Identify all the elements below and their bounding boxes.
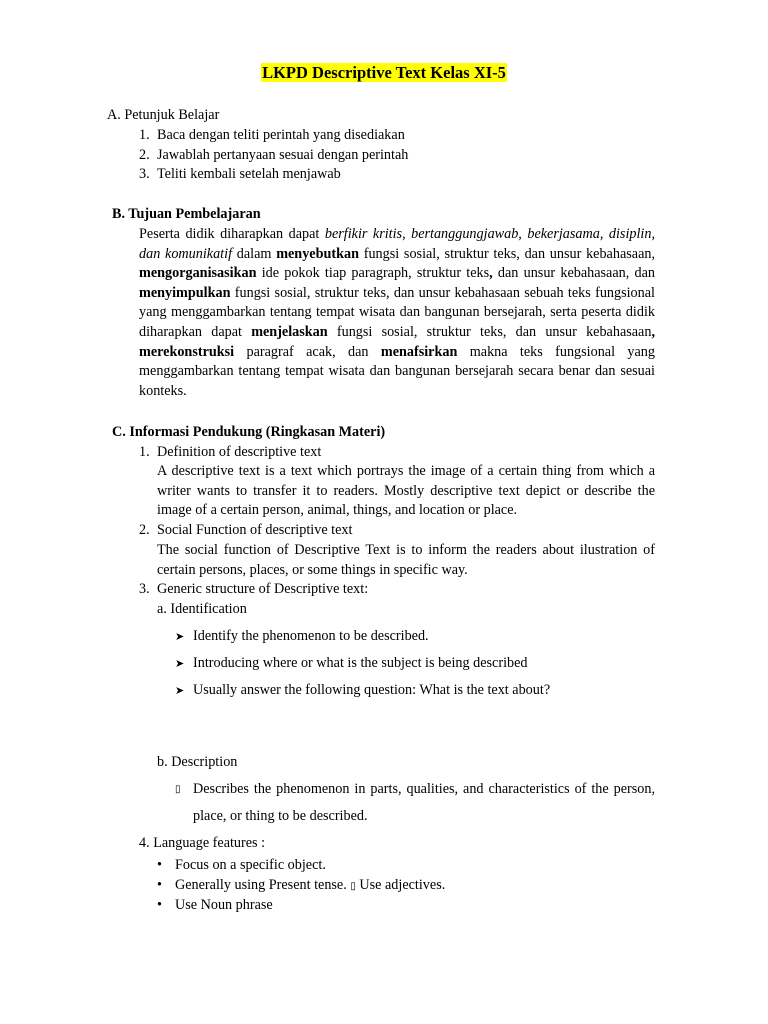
list-item: [139, 146, 408, 166]
social-function-paragraph: The social function of Descriptive Text is to inform the readers about ilustration of certain persons, places, or some things in specific way.: [157, 542, 655, 578]
bullet-dot-icon: •: [157, 876, 162, 893]
text-run: fungsi sosial, struktur teks, dan unsur kebahasaan,: [358, 245, 656, 262]
identification-point: [175, 681, 550, 701]
bullet-dot-icon: •: [157, 897, 162, 914]
italic-run: berfikir kritis, bertanggungjawab, bekerjasama, disiplin, dan komunikatif: [139, 226, 655, 262]
identification-point: [175, 654, 528, 674]
learning-objectives-paragraph: [139, 225, 655, 401]
list-number: 1.: [139, 444, 150, 460]
language-features-heading: 4. Language features :: [139, 835, 266, 851]
list-item: [157, 856, 445, 876]
identification-heading: a. Identification: [157, 601, 247, 617]
bold-run: menyimpulkan: [139, 284, 231, 301]
bold-run: menjelaskan: [251, 323, 328, 340]
bold-run: , merekonstruksi: [139, 323, 655, 360]
missing-glyph-box-icon: ▯: [350, 880, 356, 892]
bold-run: mengorganisasikan: [139, 265, 257, 282]
document-title: [0, 62, 768, 84]
text-run: makna teks fungsional yang menggambarkan tentang tempat wisata dan bangunan bersejarah secara benar dan sesuai konteks.: [139, 343, 655, 399]
list-text: Focus on a specific object.: [175, 857, 326, 873]
text-run: dan unsur kebahasaan, dan: [492, 265, 655, 282]
section-c-heading: C. Informasi Pendukung (Ringkasan Materi): [112, 424, 386, 440]
list-number: 2.: [139, 522, 150, 538]
point-text: Introducing where or what is the subject is being described: [193, 655, 528, 671]
list-text: Generally using Present tense.: [175, 876, 351, 893]
text-run: fungsi sosial, struktur teks, dan unsur kebahasaan: [327, 323, 652, 340]
section-a-list: [139, 126, 408, 185]
list-item: [139, 126, 408, 146]
arrow-bullet-icon: ➤: [175, 657, 185, 670]
text-run: Peserta didik diharapkan dapat: [139, 226, 325, 242]
list-text-extra: Use adjectives.: [359, 876, 446, 893]
generic-structure-heading: [139, 580, 368, 600]
list-item: [157, 876, 445, 897]
section-a-heading: A. Petunjuk Belajar: [107, 107, 220, 123]
bold-run: menyebutkan: [276, 245, 359, 262]
list-item: [139, 165, 408, 185]
list-text: Definition of descriptive text: [157, 444, 322, 460]
point-text: Describes the phenomenon in parts, qualities, and characteristics of the person, place, or thing to be described.: [193, 781, 655, 824]
section-b-heading: B. Tujuan Pembelajaran: [112, 206, 261, 222]
arrow-bullet-icon: ➤: [175, 630, 185, 643]
bold-run: menafsirkan: [380, 343, 458, 360]
definition-paragraph: A descriptive text is a text which portrays the image of a certain thing from which a writer wants to transfer it to readers. Mostly descriptive text depict or describe the image of a certain person, animal, things, and location or place.: [157, 463, 655, 519]
definition-heading: [139, 443, 321, 463]
list-text: Jawablah pertanyaan sesuai dengan perintah: [157, 146, 409, 163]
identification-point: [175, 627, 429, 647]
description-point: [175, 776, 655, 830]
list-number: 2.: [139, 146, 150, 163]
title-highlight: LKPD Descriptive Text Kelas XI-5: [262, 63, 506, 82]
list-number: 3.: [139, 166, 150, 183]
text-run: dalam: [232, 245, 277, 262]
social-function-heading: [139, 521, 352, 541]
text-run: ide pokok tiap paragraph, struktur teks: [256, 265, 490, 282]
list-number: 3.: [139, 581, 150, 597]
list-number: 1.: [139, 127, 150, 143]
list-text: Social Function of descriptive text: [157, 522, 353, 538]
text-run: paragraf acak, dan: [234, 343, 381, 360]
language-features-list: [157, 856, 445, 916]
list-text: Baca dengan teliti perintah yang disediakan: [157, 127, 405, 143]
description-heading: b. Description: [157, 754, 238, 770]
arrow-bullet-icon: ➤: [175, 684, 185, 697]
list-item: [157, 896, 445, 916]
list-text: Use Noun phrase: [175, 897, 273, 914]
list-text: Teliti kembali setelah menjawab: [157, 166, 341, 183]
bullet-dot-icon: •: [157, 857, 162, 873]
point-text: Usually answer the following question: What is the text about?: [193, 682, 551, 698]
list-text: Generic structure of Descriptive text:: [157, 581, 369, 597]
text-run: fungsi sosial, struktur teks, dan unsur kebahasaan sebuah teks fungsional yang menggambarkan tentang tempat wisata dan bangunan bersejarah, serta peserta didik diharapkan dapat: [139, 284, 655, 340]
missing-glyph-box-icon: ▯: [175, 784, 181, 795]
bold-run: ,: [489, 265, 493, 282]
point-text: Identify the phenomenon to be described.: [193, 628, 429, 644]
